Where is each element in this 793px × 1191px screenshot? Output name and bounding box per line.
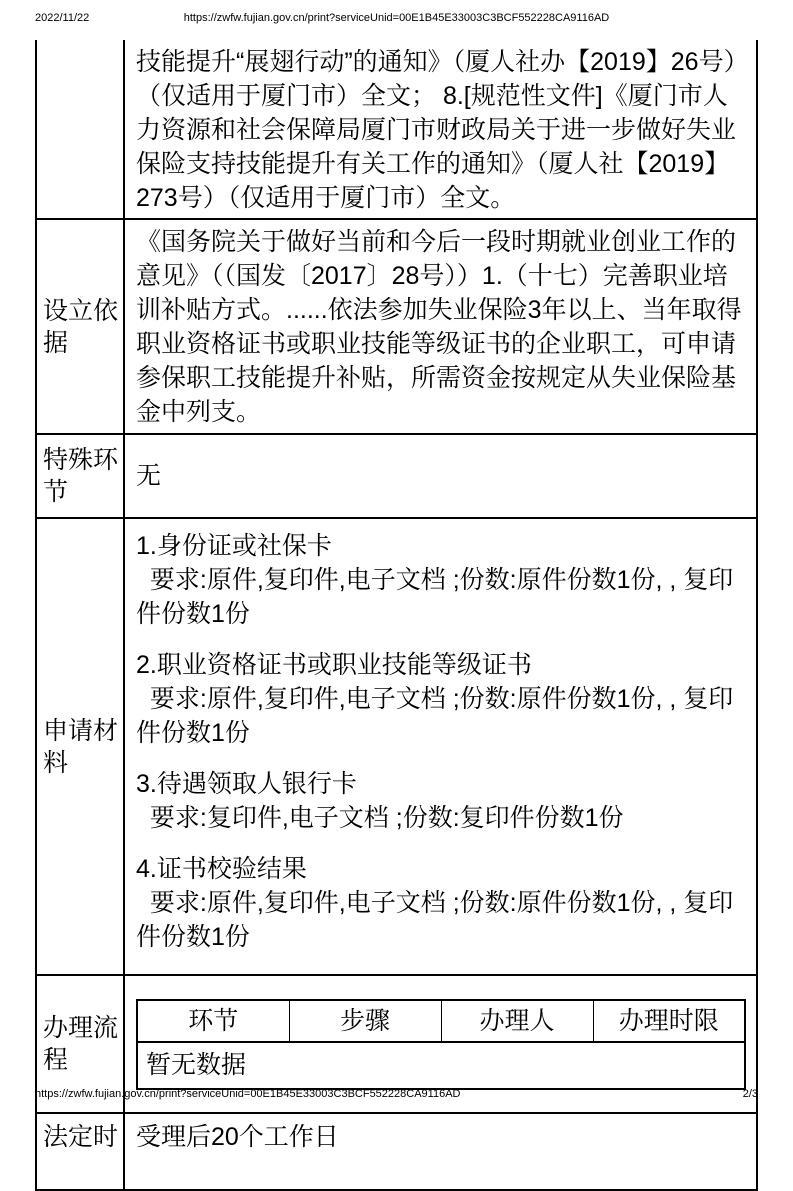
print-header xyxy=(35,12,758,28)
row-label-application-materials: 申请材料 xyxy=(36,518,124,975)
flow-no-data-text: 暂无数据 xyxy=(137,1042,745,1089)
flow-header-time-limit: 办理时限 xyxy=(593,1000,745,1042)
row-label-process-flow: 办理流程 xyxy=(36,975,124,1113)
continuation-text: 技能提升“展翅行动”的通知》（厦人社办【2019】26号）（仅适用于厦门市）全文； 8.[规范性文件]《厦门市人力资源和社会保障局厦门市财政局关于进一步做好失业保险支持技能提升有关工作的通知》（厦人社【2019】273号）（仅适用于厦门市）全文。 xyxy=(124,40,757,219)
material-requirement: 要求:原件,复印件,电子文档 ;份数:原件份数1份, , 复印件份数1份 xyxy=(136,685,734,747)
material-name: 2.职业资格证书或职业技能等级证书 xyxy=(136,651,532,679)
print-footer xyxy=(35,1088,758,1100)
row-label-legal-time: 法定时 xyxy=(36,1113,124,1190)
table-row xyxy=(36,434,757,518)
table-row xyxy=(36,518,757,975)
flow-header-handler: 办理人 xyxy=(441,1000,593,1042)
flow-header-procedure: 步骤 xyxy=(289,1000,441,1042)
row-label-empty xyxy=(36,40,124,219)
print-date: 2022/11/22 xyxy=(35,12,90,24)
material-requirement: 要求:原件,复印件,电子文档 ;份数:原件份数1份, , 复印件份数1份 xyxy=(136,889,734,951)
flow-header-row xyxy=(137,1000,745,1042)
material-item xyxy=(136,529,742,631)
process-flow-table xyxy=(136,999,746,1090)
page-number: 2/3 xyxy=(742,1088,758,1100)
material-name: 1.身份证或社保卡 xyxy=(136,532,332,560)
material-requirement: 要求:复印件,电子文档 ;份数:复印件份数1份 xyxy=(136,804,624,832)
row-label-setup-basis: 设立依据 xyxy=(36,219,124,434)
material-item xyxy=(136,767,742,835)
legal-time-text: 受理后20个工作日 xyxy=(124,1113,757,1190)
print-footer-url: https://zwfw.fujian.gov.cn/print?serviceUnid=00E1B45E33003C3BCF552228CA9116AD xyxy=(35,1088,461,1100)
material-requirement: 要求:原件,复印件,电子文档 ;份数:原件份数1份, , 复印件份数1份 xyxy=(136,566,734,628)
material-name: 4.证书校验结果 xyxy=(136,855,307,883)
table-row xyxy=(36,219,757,434)
material-item xyxy=(136,648,742,750)
print-header-url: https://zwfw.fujian.gov.cn/print?serviceUnid=00E1B45E33003C3BCF552228CA9116AD xyxy=(183,12,610,24)
setup-basis-text: 《国务院关于做好当前和今后一段时期就业创业工作的意见》（（国发〔2017〕28号））1.（十七）完善职业培训补贴方式。......依法参加失业保险3年以上、当年取得职业资格证书或职业技能等级证书的企业职工，可申请参保职工技能提升补贴，所需资金按规定从失业保险基金中列支。 xyxy=(124,219,757,434)
service-info-table xyxy=(35,40,758,1191)
material-item xyxy=(136,852,742,954)
table-row xyxy=(36,1113,757,1190)
special-steps-text: 无 xyxy=(124,434,757,518)
material-name: 3.待遇领取人银行卡 xyxy=(136,770,357,798)
table-row xyxy=(36,40,757,219)
application-materials-list xyxy=(124,518,757,975)
flow-header-step: 环节 xyxy=(137,1000,289,1042)
flow-empty-row xyxy=(137,1042,745,1089)
row-label-special-steps: 特殊环节 xyxy=(36,434,124,518)
